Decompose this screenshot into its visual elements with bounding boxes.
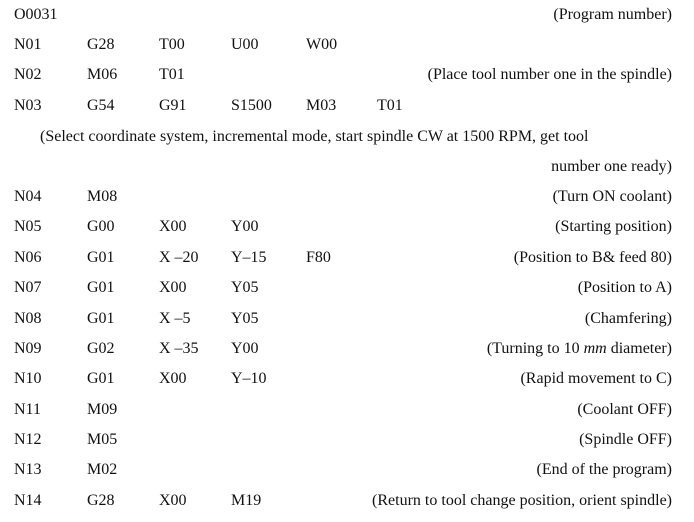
code-g01: G01 — [87, 249, 115, 266]
program-line-n12 — [0, 427, 694, 453]
program-line-n05 — [0, 214, 694, 240]
comment-unit: mm — [583, 340, 607, 357]
code-t01: T01 — [159, 66, 185, 83]
code-x00: X00 — [159, 492, 187, 509]
line-number: N08 — [14, 310, 42, 327]
program-number-comment: (Program number) — [553, 6, 672, 23]
line-number: N10 — [14, 370, 42, 387]
line-number: N01 — [14, 36, 42, 53]
program-line-n13 — [0, 457, 694, 483]
code-y-minus-15: Y–15 — [231, 249, 267, 266]
comment-prefix: (Turning to 10 — [486, 340, 584, 357]
code-g54: G54 — [87, 97, 115, 114]
comment-suffix: diameter) — [606, 340, 672, 357]
code-y-minus-10: Y–10 — [231, 370, 267, 387]
code-m06: M06 — [87, 66, 118, 83]
code-y05: Y05 — [231, 279, 259, 296]
line-comment: (Chamfering) — [584, 310, 672, 327]
code-m03: M03 — [306, 97, 337, 114]
code-g01: G01 — [87, 279, 115, 296]
code-m08: M08 — [87, 188, 118, 205]
line-number: N09 — [14, 340, 42, 357]
code-y00: Y00 — [231, 340, 259, 357]
line-comment: (Rapid movement to C) — [520, 370, 672, 387]
code-y05: Y05 — [231, 310, 259, 327]
code-x00: X00 — [159, 279, 187, 296]
line-comment: (Select coordinate system, incremental mode, start spindle CW at 1500 RPM, get tool — [40, 128, 589, 145]
line-number: N04 — [14, 188, 42, 205]
program-line-n02 — [0, 62, 694, 88]
line-number: N07 — [14, 279, 42, 296]
code-f80: F80 — [306, 249, 331, 266]
code-x-minus-35: X –35 — [159, 340, 199, 357]
n03-comment-line-1 — [0, 124, 694, 150]
code-g02: G02 — [87, 340, 115, 357]
code-m19: M19 — [231, 492, 262, 509]
line-comment: (Starting position) — [555, 218, 672, 235]
line-number: N12 — [14, 431, 42, 448]
line-number: N05 — [14, 218, 42, 235]
program-line-n04 — [0, 184, 694, 210]
line-comment: number one ready) — [551, 158, 672, 175]
code-m05: M05 — [87, 431, 118, 448]
code-w00: W00 — [306, 36, 338, 53]
code-g01: G01 — [87, 370, 115, 387]
line-comment: (End of the program) — [536, 461, 672, 478]
program-line-n07 — [0, 275, 694, 301]
line-number: N11 — [14, 401, 41, 418]
code-u00: U00 — [231, 36, 259, 53]
program-line-n11 — [0, 397, 694, 423]
program-header — [0, 2, 694, 28]
line-comment: (Turn ON coolant) — [552, 188, 672, 205]
program-line-n01 — [0, 32, 694, 58]
line-comment: (Position to A) — [577, 279, 672, 296]
line-comment: (Return to tool change position, orient spindle) — [372, 492, 672, 509]
code-x-minus-20: X –20 — [159, 249, 199, 266]
line-comment — [487, 336, 672, 362]
code-s1500: S1500 — [231, 97, 272, 114]
code-g28: G28 — [87, 36, 115, 53]
n03-comment-line-2 — [0, 154, 694, 180]
code-m02: M02 — [87, 461, 118, 478]
code-x00: X00 — [159, 370, 187, 387]
code-g28: G28 — [87, 492, 115, 509]
line-number: N03 — [14, 97, 42, 114]
program-line-n09 — [0, 336, 694, 362]
code-x-minus-5: X –5 — [159, 310, 191, 327]
program-number: O0031 — [14, 6, 58, 23]
program-line-n08 — [0, 306, 694, 332]
code-g91: G91 — [159, 97, 187, 114]
code-t00: T00 — [159, 36, 185, 53]
program-line-n14 — [0, 488, 694, 514]
program-line-n06 — [0, 245, 694, 271]
program-line-n10 — [0, 366, 694, 392]
line-number: N02 — [14, 66, 42, 83]
line-number: N14 — [14, 492, 42, 509]
line-number: N13 — [14, 461, 42, 478]
line-comment: (Spindle OFF) — [579, 431, 672, 448]
line-comment: (Position to B& feed 80) — [513, 249, 672, 266]
line-number: N06 — [14, 249, 42, 266]
program-line-n03 — [0, 93, 694, 119]
code-g00: G00 — [87, 218, 115, 235]
code-m09: M09 — [87, 401, 118, 418]
code-t01: T01 — [377, 97, 403, 114]
code-y00: Y00 — [231, 218, 259, 235]
line-comment: (Coolant OFF) — [577, 401, 672, 418]
line-comment: (Place tool number one in the spindle) — [427, 66, 672, 83]
code-g01: G01 — [87, 310, 115, 327]
code-x00: X00 — [159, 218, 187, 235]
